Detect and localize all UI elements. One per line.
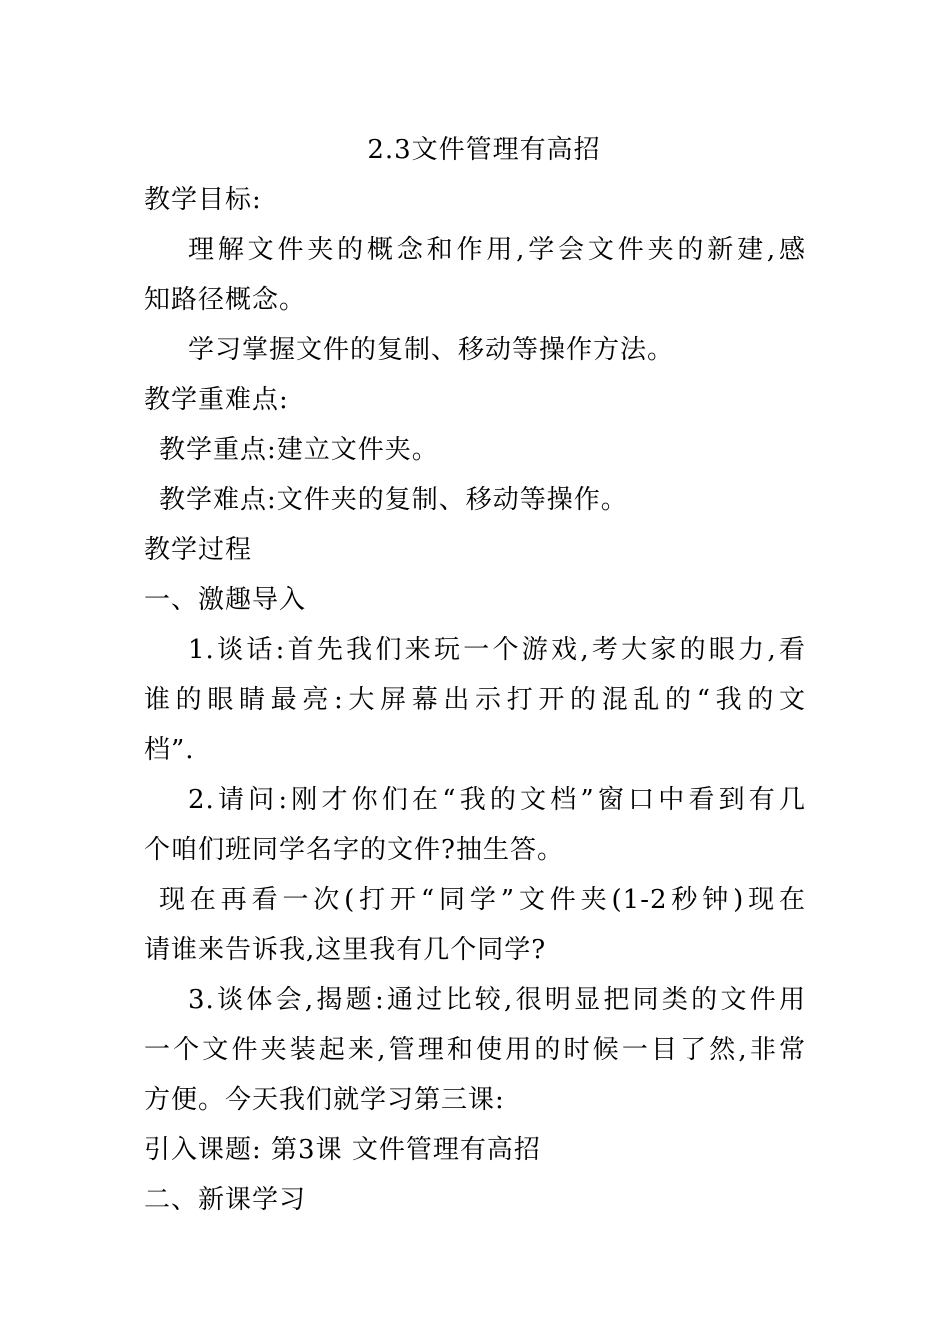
paragraph-line: 一个文件夹装起来,管理和使用的时候一目了然,非常 bbox=[144, 1035, 806, 1065]
paragraph-line: 教学难点:文件夹的复制、移动等操作。 bbox=[159, 485, 628, 515]
paragraph-line: 请谁来告诉我,这里我有几个同学? bbox=[144, 935, 547, 965]
paragraph-line: 1.谈话:首先我们来玩一个游戏,考大家的眼力,看 bbox=[188, 635, 806, 665]
paragraph-line: 现在再看一次(打开“同学”文件夹(1-2秒钟)现在 bbox=[159, 885, 806, 915]
section-heading-process: 教学过程 bbox=[144, 535, 253, 565]
section-heading-intro: 一、激趣导入 bbox=[144, 585, 307, 615]
section-heading-objectives: 教学目标: bbox=[144, 185, 262, 215]
document-title: 2.3文件管理有高招 bbox=[367, 135, 601, 165]
document-body bbox=[144, 125, 806, 1225]
paragraph-line: 教学重点:建立文件夹。 bbox=[159, 435, 439, 465]
paragraph-line: 2.请问:刚才你们在“我的文档”窗口中看到有几 bbox=[188, 785, 806, 815]
paragraph-line: 学习掌握文件的复制、移动等操作方法。 bbox=[188, 335, 675, 365]
paragraph-line: 知路径概念。 bbox=[144, 285, 307, 315]
paragraph-line: 方便。今天我们就学习第三课: bbox=[144, 1085, 505, 1115]
paragraph-line: 3.谈体会,揭题:通过比较,很明显把同类的文件用 bbox=[188, 985, 806, 1015]
section-heading-new-lesson: 二、新课学习 bbox=[144, 1185, 307, 1215]
lesson-title-line: 引入课题: 第3课 文件管理有高招 bbox=[144, 1135, 541, 1165]
paragraph-line: 档”. bbox=[144, 735, 195, 765]
paragraph-line: 个咱们班同学名字的文件?抽生答。 bbox=[144, 835, 564, 865]
section-heading-key-points: 教学重难点: bbox=[144, 385, 289, 415]
paragraph-line: 谁的眼睛最亮:大屏幕出示打开的混乱的“我的文 bbox=[144, 685, 806, 715]
paragraph-line: 理解文件夹的概念和作用,学会文件夹的新建,感 bbox=[188, 235, 806, 265]
